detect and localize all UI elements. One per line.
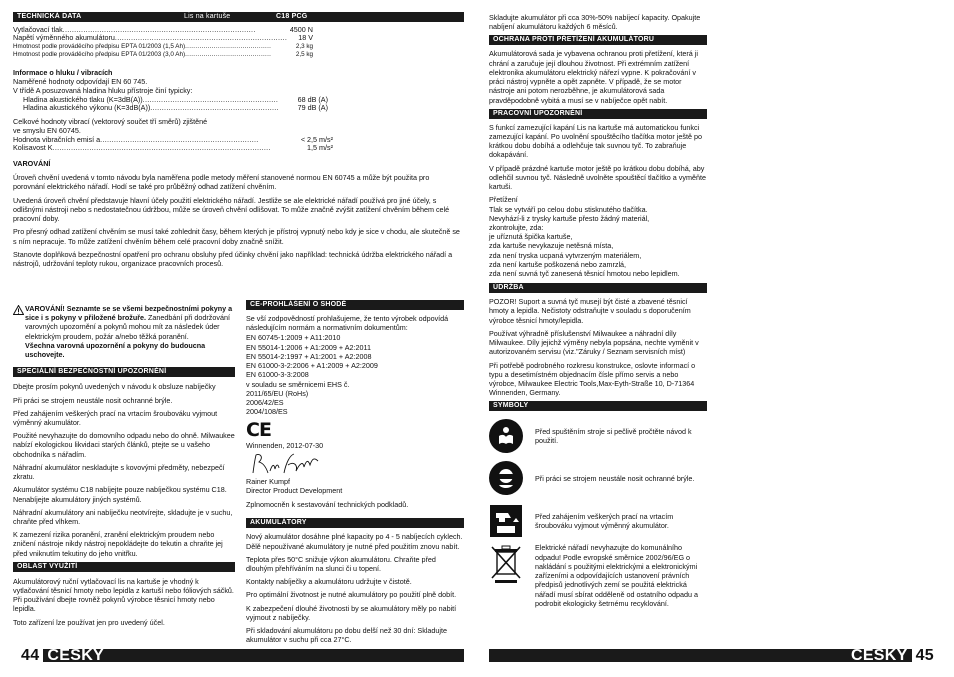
read-manual-icon bbox=[489, 419, 523, 453]
paragraph: Náhradní akumulátory ani nabíječku neotvírejte, skladujte je v suchu, chraňte před vlhkem. bbox=[13, 507, 233, 526]
spec-row bbox=[23, 104, 328, 112]
spec-dots: ..................................................................... bbox=[100, 135, 259, 144]
maintenance-header: ÚDRŽBA bbox=[489, 283, 707, 293]
spec-dots: ........................................................................... bbox=[114, 34, 288, 43]
work-paragraphs bbox=[489, 123, 707, 192]
warning-triangle-icon bbox=[13, 304, 25, 363]
text-line: zda není tryska ucpaná vytvrzeným materiálem, bbox=[489, 250, 642, 260]
warning-rest: Zanedbání při dodržování varovných upozornění a pokynů mohou mít za následek úder elektrickým proudem, požár a/nebo těžká poranění. bbox=[25, 313, 230, 341]
text-line: EN 55014-1:2006 + A1:2009 + A2:2011 bbox=[246, 342, 371, 352]
spec-label: Hmotnost podle prováděcího předpisu EPTA 01/2003 (3,0 Ah) bbox=[13, 50, 186, 58]
vib-table bbox=[13, 136, 333, 153]
text-line: zda není suvná tyč zanesená těsnicí hmotou nebo lepidlem. bbox=[489, 269, 680, 279]
paragraph: Kontakty nabíječky a akumulátoru udržujte v čistotě. bbox=[246, 577, 412, 587]
spec-label: Kolisavost K bbox=[13, 142, 53, 152]
paragraph: Akumulátorová sada je vybavena ochranou proti přetížení, která ji chrání a zaručuje její dlouhou životnost. Při extrémním zatížení elektronika akumulátoru elektrický nářezí vypne. K pokračování v práci nástroj vypněte a opět zapněte. V případě, že se motor nástroje ani potom nerozběhne, je akumulátorová sada pravděpodobně vybitá a musí se v nabíječce opět nabít. bbox=[489, 49, 698, 105]
battery-paragraphs bbox=[246, 532, 464, 644]
symbol-row bbox=[489, 457, 707, 499]
paragraph: V případě prázdné kartuše motor ještě po krátkou dobu dobíhá, aby odlehčil suvnou tyč. Následně uvolněte spouštěcí tlačítko a vyměňte kartuši. bbox=[489, 163, 706, 192]
paragraph: Skladujte akumulátor při cca 30%-50% nabíjecí kapacity. Opakujte nabíjení akumulátoru každých 6 měsíců. bbox=[489, 13, 701, 32]
language-label-left: ČESKY bbox=[47, 647, 105, 664]
text-line: 2004/108/ES bbox=[246, 407, 288, 417]
storage-paragraphs bbox=[489, 13, 707, 31]
spec-label: Napětí výměnného akumulátoru bbox=[13, 33, 115, 43]
signer-name: Rainer Kumpf bbox=[246, 476, 290, 486]
ce-standards bbox=[246, 333, 464, 416]
safety-paragraphs bbox=[13, 382, 235, 558]
page-number-right: 45 bbox=[912, 648, 940, 664]
overload-paragraphs bbox=[489, 49, 707, 104]
paragraph: Akumulátorový ruční vytlačovací lis na kartuše je vhodný k vytlačování těsnicí hmoty nebo lepidla z kartuší nebo fóliových sáčků. Při používání dbejte rovněž pokynů výrobce těsnicí hmoty nebo lepidla. bbox=[13, 576, 234, 614]
maintenance-paragraphs bbox=[489, 297, 707, 397]
tech-data-header: TECHNICKÁ DATA Lis na kartuše C18 PCG bbox=[13, 12, 464, 22]
right-col-1 bbox=[489, 13, 707, 613]
paragraph: Používat výhradně příslušenství Milwaukee a náhradní díly Milwaukee. Díly jejichž výměny nebyla popsána, nechte vyměnit v autorizovaném servisu (viz."Záruky / Seznam servisních míst) bbox=[489, 328, 699, 357]
text-line: 2011/65/EU (RoHs) bbox=[246, 388, 309, 398]
text-line: zda není kartuše poškozená nebo zamrzlá, bbox=[489, 259, 627, 269]
symbol-row bbox=[489, 499, 707, 543]
use-header: OBLAST VYUŽITÍ bbox=[13, 562, 235, 572]
text-line: je uříznutá špička kartuše, bbox=[489, 232, 573, 242]
text-line: ve smyslu EN 60745. bbox=[13, 126, 81, 136]
paragraph: Úroveň chvění uvedená v tomto návodu byla naměřena podle metody měření stanovené normou EN 60745 a může být použita pro porovnání elektrického nářadí. Hodí se také pro průběžný odhad zatížení chvěním. bbox=[13, 173, 430, 192]
noise-title: Informace o hluku / vibracích bbox=[13, 68, 113, 77]
paragraph: Uvedená úroveň chvění představuje hlavní účely použití elektrického nářadí. Jestliže se ale elektrické nářadí používá pro jiné účely, s odlišnými nástroji nebo s nedostatečnou údržbou, může se úroveň chvění odlišovat. To může značně zvýšit zatížení chvěním během celé pracovní doby. bbox=[13, 195, 450, 224]
work-lines bbox=[489, 195, 707, 278]
paragraph: Pro přesný odhad zatížení chvěním se musí také zohlednit časy, během kterých je přístroj vypnutý nebo kdy je sice v chodu, ale skutečně se s ním nepracuje. To může zatížení chvěním během celé pracovní doby značně snížit. bbox=[13, 227, 460, 246]
spec-row bbox=[13, 144, 333, 152]
remove-battery-icon bbox=[489, 504, 523, 538]
text-line: zda kartuše nevykazuje netěsná místa, bbox=[489, 241, 614, 251]
warning-title: VAROVÁNÍ bbox=[13, 159, 51, 168]
left-col-1 bbox=[13, 304, 235, 631]
paragraph: Pro optimální životnost je nutné akumulátory po použití plně dobít. bbox=[246, 590, 457, 600]
page-number-left: 44 bbox=[13, 648, 43, 664]
vib-lines bbox=[13, 117, 333, 135]
paragraph: Teplota přes 50°C snižuje výkon akumulátoru. Chraňte před dlouhým přehříváním na slunci či u topení. bbox=[246, 554, 436, 573]
spec-dots: ........................................................ bbox=[150, 103, 279, 112]
text-line: EN 61000-3-2:2006 + A1:2009 + A2:2009 bbox=[246, 361, 378, 371]
safety-header: SPECIÁLNÍ BEZPEČNOSTNÍ UPOZORNĚNÍ bbox=[13, 367, 235, 377]
spec-dots: ............................................................................................... bbox=[52, 143, 271, 152]
paragraph: Před zahájením veškerých prací na vrtacím šroubováku vyjmout výměnný akumulátor. bbox=[13, 408, 218, 427]
spec-value: 4500 N bbox=[289, 25, 313, 34]
text-line: V třídě A posuzovaná hladina hluku přístroje činí typicky: bbox=[13, 86, 193, 96]
signer-title: Director Product Development bbox=[246, 485, 343, 495]
crossed-bin-icon bbox=[489, 543, 523, 586]
general-warning bbox=[13, 304, 235, 363]
paragraph: Stanovte doplňková bezpečnostní opatření pro ochranu obsluhy před účinky chvění jako například: technická údržba elektrického nářadí a nástrojů, udržování teploty rukou, organizace pracovních procesů. bbox=[13, 249, 453, 268]
spec-label: Hladina akustického tlaku (K=3dB(A)) bbox=[23, 94, 143, 104]
text-line: Celkové hodnoty vibrací (vektorový součet tří směrů) zjištěné bbox=[13, 117, 208, 127]
spec-row bbox=[13, 34, 313, 42]
symbols-list bbox=[489, 415, 707, 613]
spec-row bbox=[13, 43, 313, 51]
symbols-header: SYMBOLY bbox=[489, 401, 707, 411]
noise-section bbox=[13, 68, 333, 152]
work-header: PRACOVNÍ UPOZORNĚNÍ bbox=[489, 109, 707, 119]
vibration-warning bbox=[13, 159, 461, 272]
overload-header: OCHRANA PROTI PŘETÍŽENÍ AKUMULÁTORU bbox=[489, 35, 707, 45]
ce-intro: Se vší zodpovědností prohlašujeme, že tento výrobek odpovídá následujícím normám a normativním dokumentům: bbox=[246, 314, 449, 333]
spec-dots: .......................................... bbox=[185, 42, 272, 50]
paragraph: Při potřebě podrobného rozkresu konstrukce, oslovte informací o typu a desetimístném objednacím čísle přímo servis a nebo výrobce, Milwaukee Electric Tools,Max-Eyth-Straße 10, D-71364 Winnenden, Germany. bbox=[489, 360, 696, 398]
paragraph: Akumulátor systému C18 nabíjejte pouze nabíječkou systému C18. Nenabíjejte akumulátory jiných systémů. bbox=[13, 485, 227, 504]
signer-note: Zplnomocněn k sestavování technických podkladů. bbox=[246, 500, 409, 510]
paragraph: Použité nevyhazujte do domovního odpadu nebo do ohně. Milwaukee nabízí ekologickou likvidaci starých článků, ptejte se u vašeho obchodníka s nářadím. bbox=[13, 431, 235, 459]
ce-header: CE-PROHLÁŠENÍ O SHODĚ bbox=[246, 300, 464, 310]
right-footer bbox=[489, 648, 940, 664]
warning-bold: VAROVÁNÍ! Seznamte se se všemi bezpečnostními pokyny a sice i s pokyny v přiložené brožuře. bbox=[25, 304, 233, 323]
paragraph: K zabezpečení dlouhé životnosti by se akumulátory měly po nabití vyjmout z nabíječky. bbox=[246, 603, 457, 622]
spec-value: < 2,5 m/s² bbox=[300, 134, 333, 144]
symbol-text: Před spuštěním stroje si pečlivě pročtěte návod k použití. bbox=[535, 427, 692, 446]
noise-lines bbox=[13, 77, 333, 95]
paragraph: Nový akumulátor dosáhne plné kapacity po 4 - 5 nabíjecích cyklech. Dělě nepoužívané akumulátory je nutné před použitím znovu nabít. bbox=[246, 532, 463, 551]
spec-dots: .................................................................................... bbox=[62, 26, 256, 34]
spec-value: 79 dB (A) bbox=[297, 102, 328, 112]
spec-label: Hladina akustického výkonu (K=3dB(A)) bbox=[23, 102, 151, 112]
symbol-text: Při práci se strojem neustále nosit ochranné brýle. bbox=[535, 473, 695, 483]
text-line: Naměřené hodnoty odpovídají EN 60 745. bbox=[13, 77, 148, 87]
paragraph: POZOR! Suport a suvná tyč musejí být čisté a zbavené těsnicí hmoty a lepidla. Nečistoty odstraňujte v souladu s doporučením výrobce těsnicí hmoty/lepidla. bbox=[489, 297, 691, 325]
text-line: EN 60745-1:2009 + A11:2010 bbox=[246, 333, 341, 343]
spec-value: 2,3 kg bbox=[295, 42, 313, 50]
language-label-right: ČESKY bbox=[850, 647, 908, 664]
text-line: 2006/42/ES bbox=[246, 397, 284, 407]
paragraph: Toto zařízení lze používat jen pro uvedený účel. bbox=[13, 617, 165, 627]
paragraph: K zamezení rizika poranění, zranění elektrickým proudem nebo zničení nástroje nikdy nástroj nepokládejte do tekutin a chraňte jej před vniknutím tekutiny do jeho vnitřku. bbox=[13, 530, 223, 558]
symbol-text: Před zahájením veškerých prací na vrtacím šroubováku vyjmout výměnný akumulátor. bbox=[535, 512, 674, 531]
battery-header: AKUMULÁTORY bbox=[246, 518, 464, 528]
tech-data-section bbox=[13, 12, 464, 22]
spec-label: Vytlačovací tlak bbox=[13, 25, 63, 34]
spec-dots: .......................................... bbox=[185, 50, 272, 58]
symbol-text: Elektrické nářadí nevyhazujte do komunálního odpadu! Podle evropské směrnice 2002/96/EG o nakládání s použitými elektrickými a elektronickými zařízeními a odpovídajících ustanovení právních předpisů jednotlivých zemí se použitá elektrická nářadí musí sbírat odděleně od ostatního odpadu a podrobit ekologicky šetrnému recyklování. bbox=[535, 543, 699, 608]
left-footer bbox=[13, 648, 464, 664]
spec-value: 68 dB (A) bbox=[297, 94, 328, 104]
text-line: v souladu se směrnicemi EHS č. bbox=[246, 379, 350, 389]
left-col-2 bbox=[246, 300, 464, 648]
symbol-row bbox=[489, 543, 707, 613]
paragraph: Náhradní akumulátor neskladujte s kovovými předměty, nebezpečí zkratu. bbox=[13, 462, 225, 482]
text-line: EN 55014-2:1997 + A1:2001 + A2:2008 bbox=[246, 351, 372, 361]
paragraph: Při skladování akumulátoru po dobu delší než 30 dní: Skladujte akumulátor v suchu při cca 27°C. bbox=[246, 626, 447, 645]
spec-label: Hmotnost podle prováděcího předpisu EPTA 01/2003 (1,5 Ah) bbox=[13, 42, 186, 50]
symbol-row bbox=[489, 415, 707, 457]
paragraph: S funkcí zamezující kapání Lis na kartuše má automatickou funkci zamezující kapání. Po uvolnění spouštěcího tlačítka motor ještě po krátkou dobu dobíhá a odlehčuje tak suvnou tyč. To zabraňuje dokapávání. bbox=[489, 122, 702, 160]
spec-row bbox=[13, 51, 313, 59]
paragraph: Dbejte prosím pokynů uvedených v návodu k obsluze nabíječky bbox=[13, 382, 216, 392]
ce-mark-icon: CE bbox=[246, 419, 271, 442]
spec-value: 1,5 m/s² bbox=[307, 142, 333, 152]
use-paragraphs bbox=[13, 577, 235, 627]
spec-value: 18 V bbox=[298, 33, 313, 43]
safety-glasses-icon bbox=[489, 461, 523, 495]
signature-icon bbox=[246, 451, 464, 477]
ce-date: Winnenden, 2012-07-30 bbox=[246, 441, 324, 451]
spec-table bbox=[13, 26, 313, 59]
warning-paragraphs bbox=[13, 173, 461, 268]
text-line: EN 61000-3-3:2008 bbox=[246, 370, 309, 380]
text-line: Přetížení bbox=[489, 195, 518, 205]
spec-dots: ........................................................... bbox=[142, 95, 279, 104]
text-line: Tlak se vytváří po celou dobu stisknutého tlačítka. bbox=[489, 204, 648, 214]
noise-table bbox=[13, 96, 328, 113]
text-line: Nevyhází-li z trysky kartuše přesto žádný materiál, bbox=[489, 213, 650, 223]
spec-row bbox=[13, 136, 333, 144]
spec-label: Hodnota vibračních emisí a bbox=[13, 134, 101, 144]
warning-keep: Všechna varovná upozornění a pokyny do budoucna uschovejte. bbox=[25, 340, 206, 360]
paragraph: Při práci se strojem neustále nosit ochranné brýle. bbox=[13, 395, 173, 405]
text-line: zkontrolujte, zda: bbox=[489, 222, 544, 232]
spec-value: 2,5 kg bbox=[295, 50, 313, 58]
